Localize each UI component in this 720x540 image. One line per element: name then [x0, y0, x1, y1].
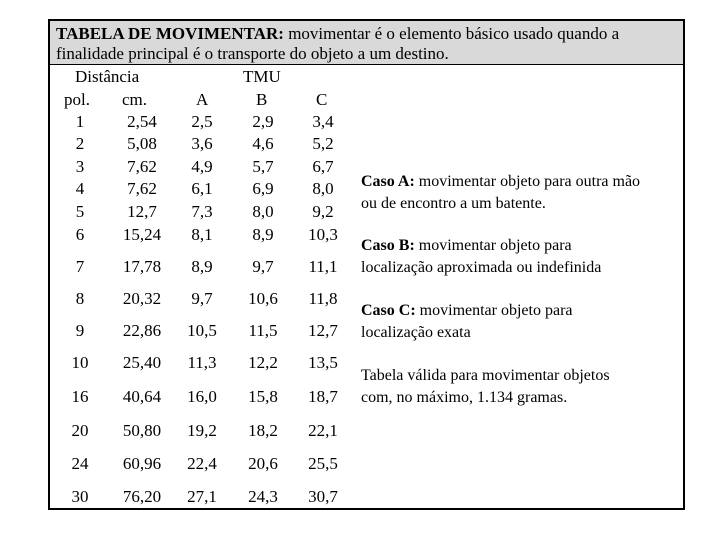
header-title: TABELA DE MOVIMENTAR:: [56, 24, 284, 43]
cell-c: 13,5: [308, 353, 338, 372]
table-header: [50, 21, 683, 65]
header-description: movimentar é o elemento básico usado quando a: [283, 24, 620, 43]
cell-pol: 4: [75, 179, 85, 198]
note-caso-c: [361, 300, 573, 344]
cell-c: 8,0: [312, 179, 334, 198]
cell-cm: 22,86: [122, 321, 162, 340]
cell-b: 5,7: [252, 157, 274, 176]
cell-a: 11,3: [187, 353, 217, 372]
cell-cm: 60,96: [122, 454, 162, 473]
cell-cm: 20,32: [122, 289, 162, 308]
cell-a: 3,6: [191, 134, 213, 153]
col-b: B: [256, 90, 268, 109]
cell-cm: 50,80: [122, 421, 162, 440]
caso-b-text-1: movimentar objeto para: [414, 237, 572, 254]
cell-cm: 2,54: [127, 112, 157, 131]
movimentar-table-frame: [48, 19, 685, 510]
cell-a: 10,5: [187, 321, 217, 340]
cell-b: 10,6: [248, 289, 278, 308]
validity-text-1: Tabela válida para movimentar objetos: [361, 367, 610, 384]
cell-a: 19,2: [187, 421, 217, 440]
cell-c: 22,1: [308, 421, 338, 440]
cell-pol: 8: [75, 289, 85, 308]
note-validity: [361, 365, 610, 409]
cell-b: 11,5: [248, 321, 278, 340]
cell-a: 8,9: [191, 257, 213, 276]
cell-c: 9,2: [312, 202, 334, 221]
col-c: C: [316, 90, 328, 109]
cell-cm: 25,40: [122, 353, 162, 372]
cell-pol: 20: [71, 421, 89, 440]
cell-pol: 2: [75, 134, 85, 153]
cell-cm: 12,7: [127, 202, 157, 221]
cell-cm: 15,24: [122, 225, 162, 244]
cell-c: 12,7: [308, 321, 338, 340]
cell-b: 9,7: [252, 257, 274, 276]
cell-a: 7,3: [191, 202, 213, 221]
caso-c-text-1: movimentar objeto para: [415, 302, 573, 319]
caso-b-text-2: localização aproximada ou indefinida: [361, 259, 602, 276]
cell-a: 16,0: [187, 387, 217, 406]
cell-pol: 16: [71, 387, 89, 406]
cell-b: 15,8: [248, 387, 278, 406]
validity-text-2: com, no máximo, 1.134 gramas.: [361, 389, 568, 406]
cell-cm: 40,64: [122, 387, 162, 406]
cell-c: 5,2: [312, 134, 334, 153]
note-caso-a: [361, 171, 640, 215]
cell-c: 3,4: [312, 112, 334, 131]
caso-a-text-1: movimentar objeto para outra mão: [414, 173, 641, 190]
cell-pol: 7: [75, 257, 85, 276]
header-line-2: finalidade principal é o transporte do objeto a um destino.: [56, 44, 449, 63]
cell-pol: 24: [71, 454, 89, 473]
cell-b: 8,9: [252, 225, 274, 244]
cell-c: 6,7: [312, 157, 334, 176]
cell-pol: 6: [75, 225, 85, 244]
cell-pol: 9: [75, 321, 85, 340]
cell-a: 4,9: [191, 157, 213, 176]
cell-pol: 1: [75, 112, 85, 131]
caso-a-label: Caso A:: [361, 173, 415, 190]
note-caso-b: [361, 235, 601, 279]
col-tmu: TMU: [243, 67, 281, 86]
cell-a: 2,5: [191, 112, 213, 131]
cell-cm: 7,62: [127, 157, 157, 176]
cell-b: 20,6: [248, 454, 278, 473]
col-distancia: Distância: [75, 67, 140, 86]
cell-c: 11,1: [308, 257, 338, 276]
cell-pol: 5: [75, 202, 85, 221]
cell-pol: 3: [75, 157, 85, 176]
cell-b: 2,9: [252, 112, 274, 131]
cell-b: 12,2: [248, 353, 278, 372]
cell-a: 22,4: [187, 454, 217, 473]
cell-b: 8,0: [252, 202, 274, 221]
cell-b: 18,2: [248, 421, 278, 440]
cell-a: 9,7: [191, 289, 213, 308]
caso-c-text-2: localização exata: [361, 324, 471, 341]
col-a: A: [196, 90, 209, 109]
cell-pol: 30: [71, 487, 89, 506]
cell-b: 6,9: [252, 179, 274, 198]
cell-a: 8,1: [191, 225, 213, 244]
cell-b: 4,6: [252, 134, 274, 153]
cell-b: 24,3: [248, 487, 278, 506]
cell-c: 11,8: [308, 289, 338, 308]
cell-cm: 5,08: [127, 134, 157, 153]
cell-cm: 7,62: [127, 179, 157, 198]
cell-a: 6,1: [191, 179, 213, 198]
caso-a-text-2: ou de encontro a um batente.: [361, 195, 546, 212]
caso-b-label: Caso B:: [361, 237, 415, 254]
col-cm: cm.: [122, 90, 148, 109]
cell-c: 25,5: [308, 454, 338, 473]
cell-c: 10,3: [308, 225, 338, 244]
caso-c-label: Caso C:: [361, 302, 416, 319]
col-pol: pol.: [64, 90, 90, 109]
header-line-1: [56, 24, 677, 44]
cell-cm: 17,78: [122, 257, 162, 276]
cell-pol: 10: [71, 353, 89, 372]
cell-a: 27,1: [187, 487, 217, 506]
cell-c: 30,7: [308, 487, 338, 506]
cell-cm: 76,20: [122, 487, 162, 506]
cell-c: 18,7: [308, 387, 338, 406]
